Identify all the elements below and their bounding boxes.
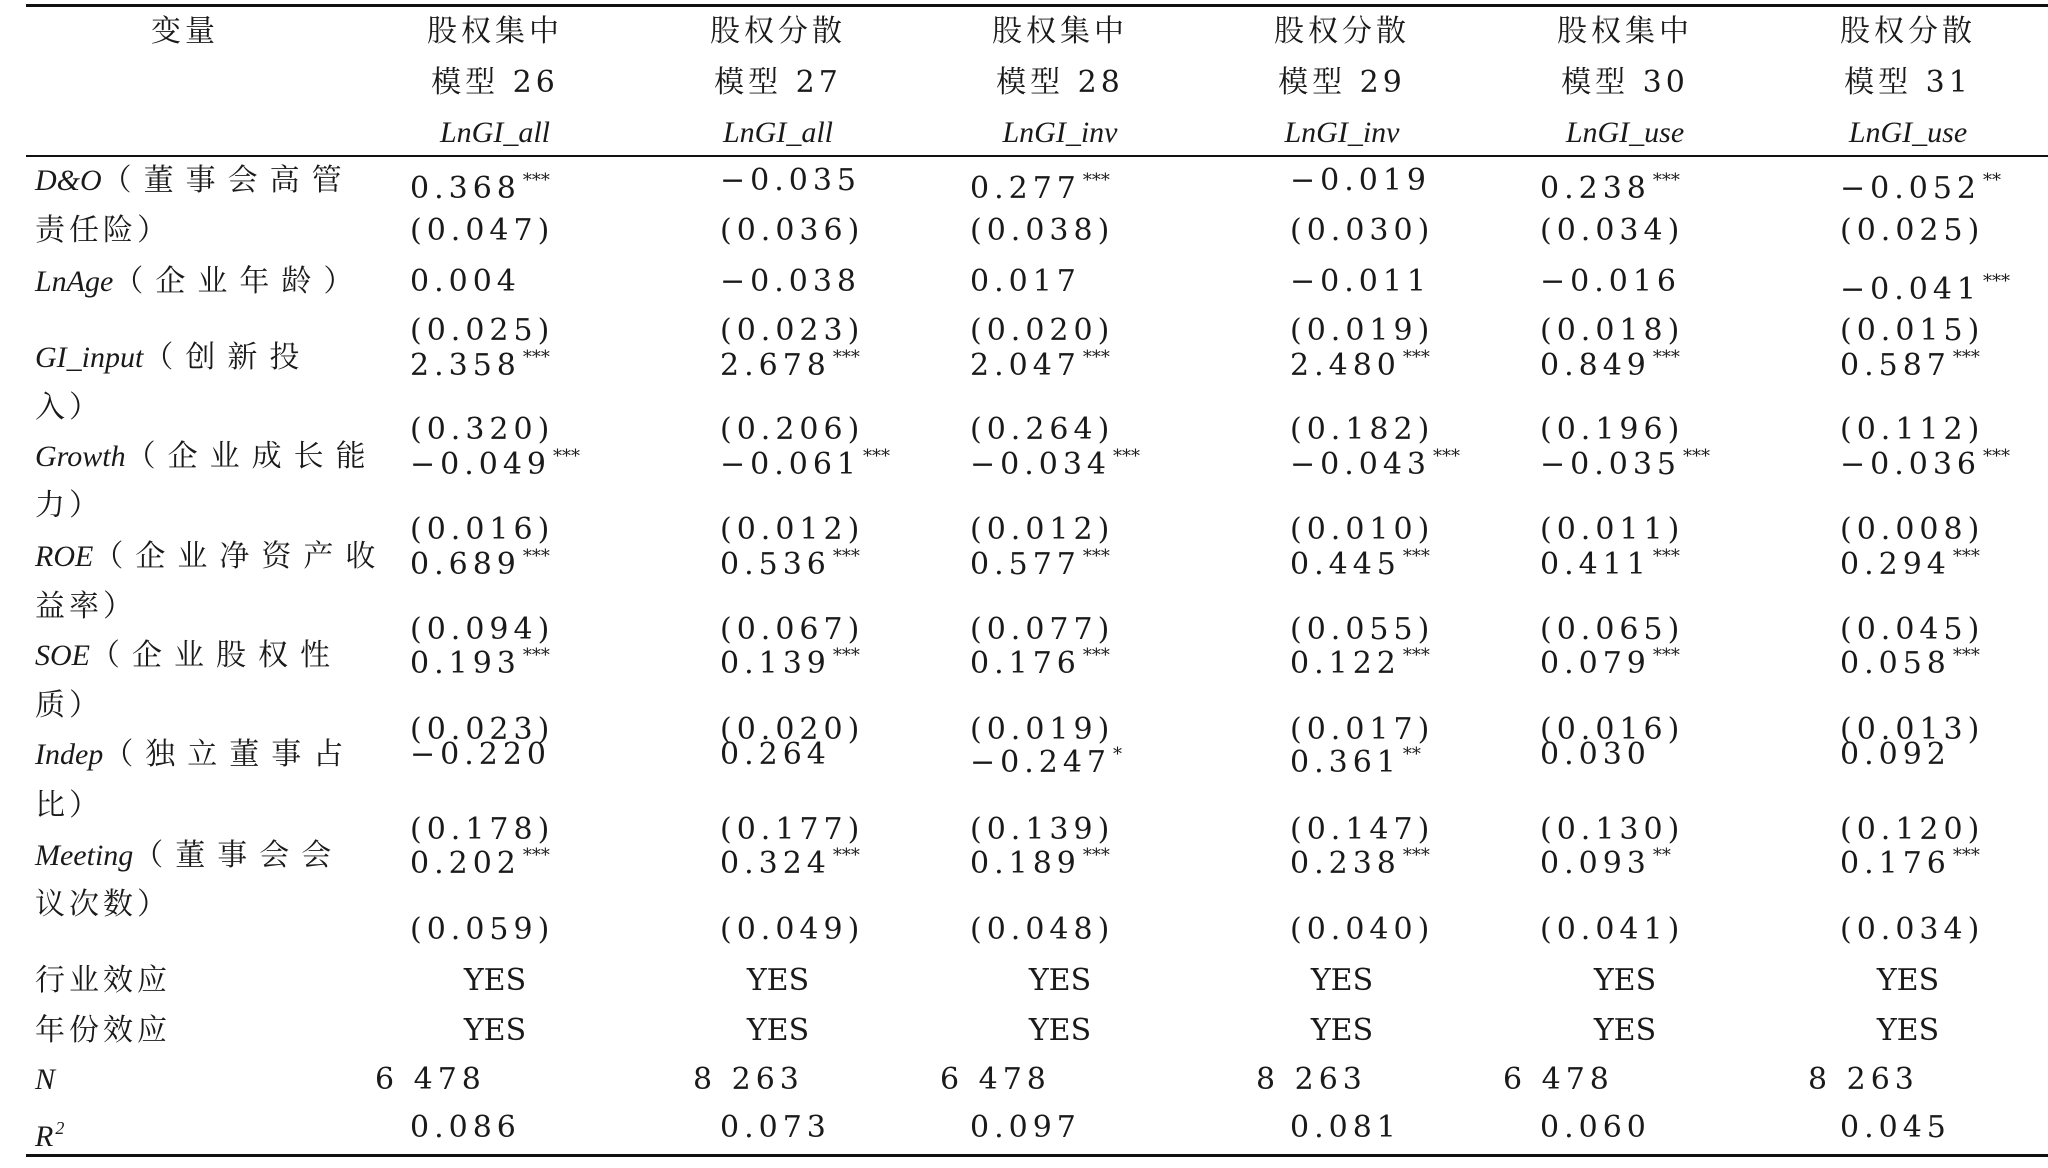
standard-error: (0.015) — [1840, 313, 1985, 348]
coefficient — [1290, 838, 1430, 882]
significance-stars: *** — [1082, 170, 1110, 191]
standard-error: (0.012) — [970, 512, 1115, 547]
coefficient-value: 0.368 — [410, 171, 521, 206]
coefficient-value: 0.689 — [410, 547, 521, 582]
row-label — [35, 638, 342, 674]
coefficient-value: 2.047 — [970, 348, 1081, 383]
header-dependent-variable: LnGI_use — [1565, 116, 1685, 149]
header-model: 模型 26 — [431, 65, 559, 100]
standard-error: (0.019) — [1290, 313, 1435, 348]
standard-error: (0.059) — [410, 912, 555, 947]
fixed-effect-label: 年份效应 — [35, 1013, 171, 1048]
standard-error: (0.010) — [1290, 512, 1435, 547]
variable-name: GI_input — [35, 341, 144, 374]
coefficient — [410, 163, 550, 207]
coefficient-value: −0.011 — [1290, 264, 1432, 299]
coefficient-value: 2.678 — [720, 348, 831, 383]
variable-name: Indep — [35, 738, 104, 771]
coefficient — [970, 439, 1140, 483]
header-group: 股权分散 — [1274, 14, 1410, 49]
row-label — [35, 340, 311, 376]
coefficient-value: −0.036 — [1840, 447, 1982, 482]
standard-error: (0.139) — [970, 812, 1115, 847]
coefficient — [720, 163, 861, 199]
significance-stars: *** — [863, 446, 891, 467]
standard-error: (0.013) — [1840, 712, 1985, 747]
coefficient — [720, 340, 860, 384]
variable-description: （独立董事占 — [103, 737, 356, 772]
significance-stars: *** — [1952, 546, 1980, 567]
standard-error: (0.065) — [1540, 612, 1685, 647]
n-value: 8 263 — [1808, 1062, 1919, 1097]
row-label-continued: 力） — [35, 488, 103, 523]
row-label — [35, 838, 343, 874]
standard-error: (0.177) — [720, 812, 865, 847]
coefficient-value: 0.030 — [1540, 737, 1651, 772]
n-value: 8 263 — [693, 1062, 804, 1097]
standard-error: (0.047) — [410, 213, 555, 248]
coefficient-value: 0.264 — [720, 737, 831, 772]
coefficient-value: −0.043 — [1290, 447, 1432, 482]
r-squared-value: 0.081 — [1290, 1110, 1401, 1145]
coefficient — [1840, 340, 1980, 384]
coefficient — [410, 638, 550, 682]
variable-name: ROE — [35, 540, 94, 573]
r-squared-value: 0.097 — [970, 1110, 1081, 1145]
coefficient — [1840, 264, 2010, 308]
coefficient — [1540, 340, 1680, 384]
standard-error: (0.147) — [1290, 812, 1435, 847]
row-label-continued: 议次数） — [35, 887, 171, 922]
standard-error: (0.016) — [1540, 712, 1685, 747]
r-squared-value: 0.073 — [720, 1110, 831, 1145]
standard-error: (0.045) — [1840, 612, 1985, 647]
significance-stars: ** — [1652, 845, 1671, 866]
fixed-effect-value: YES — [463, 1013, 527, 1048]
coefficient-value: 0.193 — [410, 646, 521, 681]
significance-stars: *** — [1652, 347, 1680, 368]
coefficient-value: 0.587 — [1840, 348, 1951, 383]
coefficient — [970, 163, 1110, 207]
coefficient — [970, 737, 1122, 781]
standard-error: (0.020) — [720, 712, 865, 747]
coefficient — [410, 539, 550, 583]
coefficient — [1290, 439, 1460, 483]
header-group: 股权集中 — [992, 14, 1128, 49]
significance-stars: *** — [1082, 546, 1110, 567]
fixed-effect-label: 行业效应 — [35, 963, 171, 998]
coefficient — [1540, 539, 1680, 583]
fixed-effect-value: YES — [463, 963, 527, 998]
coefficient-value: 0.238 — [1290, 846, 1401, 881]
fixed-effect-value: YES — [1028, 963, 1092, 998]
variable-name: Growth — [35, 440, 126, 473]
significance-stars: *** — [1952, 845, 1980, 866]
header-group: 股权集中 — [1557, 14, 1693, 49]
r-squared-value: 0.045 — [1840, 1110, 1951, 1145]
coefficient-value: −0.049 — [410, 447, 552, 482]
fixed-effect-value: YES — [1876, 963, 1940, 998]
coefficient — [410, 264, 521, 300]
coefficient-value: 0.445 — [1290, 547, 1401, 582]
coefficient — [1840, 737, 1951, 773]
standard-error: (0.040) — [1290, 912, 1435, 947]
coefficient — [410, 737, 551, 773]
n-value: 6 478 — [940, 1062, 1051, 1097]
coefficient-value: 0.017 — [970, 264, 1081, 299]
coefficient — [720, 539, 860, 583]
coefficient — [1290, 264, 1431, 300]
coefficient-value: 0.577 — [970, 547, 1081, 582]
coefficient-value: −0.247 — [970, 745, 1112, 780]
top-rule — [26, 4, 2048, 7]
header-group: 股权集中 — [427, 14, 563, 49]
significance-stars: *** — [1113, 446, 1141, 467]
standard-error: (0.023) — [410, 712, 555, 747]
significance-stars: *** — [1983, 271, 2011, 292]
significance-stars: *** — [1433, 446, 1461, 467]
row-label — [35, 737, 355, 773]
coefficient-value: −0.220 — [410, 737, 552, 772]
coefficient-value: 2.358 — [410, 348, 521, 383]
standard-error: (0.038) — [970, 213, 1115, 248]
standard-error: (0.036) — [720, 213, 865, 248]
coefficient — [1540, 264, 1681, 300]
r-squared-value: 0.086 — [410, 1110, 521, 1145]
n-value: 6 478 — [375, 1062, 486, 1097]
variable-description: （企业年龄） — [113, 264, 366, 299]
coefficient — [970, 838, 1110, 882]
significance-stars: *** — [1952, 645, 1980, 666]
row-label-continued: 质） — [35, 688, 103, 723]
row-label-continued: 益率） — [35, 589, 137, 624]
fixed-effect-value: YES — [746, 1013, 810, 1048]
standard-error: (0.094) — [410, 612, 555, 647]
standard-error: (0.023) — [720, 313, 865, 348]
r-squared-label — [35, 1110, 64, 1155]
coefficient-value: 0.058 — [1840, 646, 1951, 681]
significance-stars: *** — [553, 446, 581, 467]
coefficient — [970, 638, 1110, 682]
variable-name: D&O — [35, 164, 102, 197]
coefficient — [1290, 163, 1431, 199]
header-rule — [26, 155, 2048, 157]
standard-error: (0.041) — [1540, 912, 1685, 947]
significance-stars: *** — [522, 170, 550, 191]
variable-name: Meeting — [35, 839, 134, 872]
significance-stars: *** — [522, 347, 550, 368]
header-variable: 变量 — [151, 14, 219, 49]
coefficient-value: 0.294 — [1840, 547, 1951, 582]
coefficient — [1290, 737, 1421, 781]
header-dependent-variable: LnGI_all — [722, 116, 834, 149]
header-model: 模型 30 — [1561, 65, 1689, 100]
fixed-effect-value: YES — [746, 963, 810, 998]
r-squared-value: 0.060 — [1540, 1110, 1651, 1145]
significance-stars: *** — [1952, 347, 1980, 368]
variable-description: （企业净资产收 — [93, 539, 388, 574]
coefficient-value: −0.038 — [720, 264, 862, 299]
standard-error: (0.178) — [410, 812, 555, 847]
coefficient-value: 0.176 — [1840, 846, 1951, 881]
coefficient-value: −0.034 — [970, 447, 1112, 482]
coefficient-value: 0.536 — [720, 547, 831, 582]
standard-error: (0.034) — [1840, 912, 1985, 947]
standard-error: (0.182) — [1290, 412, 1435, 447]
standard-error: (0.067) — [720, 612, 865, 647]
significance-stars: ** — [1402, 744, 1421, 765]
significance-stars: *** — [1082, 845, 1110, 866]
standard-error: (0.048) — [970, 912, 1115, 947]
standard-error: (0.011) — [1540, 512, 1685, 547]
row-label-continued: 责任险） — [35, 213, 171, 248]
coefficient — [1540, 737, 1651, 773]
standard-error: (0.055) — [1290, 612, 1435, 647]
significance-stars: *** — [1082, 347, 1110, 368]
fixed-effect-value: YES — [1593, 963, 1657, 998]
significance-stars: ** — [1983, 170, 2002, 191]
coefficient — [1840, 163, 2001, 207]
coefficient-value: 0.277 — [970, 171, 1081, 206]
significance-stars: *** — [1652, 546, 1680, 567]
variable-name: SOE — [35, 639, 90, 672]
coefficient — [970, 264, 1081, 300]
coefficient-value: 0.139 — [720, 646, 831, 681]
standard-error: (0.008) — [1840, 512, 1985, 547]
coefficient — [720, 737, 831, 773]
standard-error: (0.030) — [1290, 213, 1435, 248]
coefficient — [410, 439, 580, 483]
significance-stars: *** — [832, 347, 860, 368]
standard-error: (0.020) — [970, 313, 1115, 348]
header-group: 股权分散 — [710, 14, 846, 49]
coefficient-value: 0.411 — [1540, 547, 1651, 582]
header-dependent-variable: LnGI_all — [439, 116, 551, 149]
variable-description: （董事会高管 — [101, 163, 354, 198]
coefficient — [1290, 638, 1430, 682]
header-model: 模型 27 — [714, 65, 842, 100]
coefficient — [1840, 838, 1980, 882]
variable-name: LnAge — [35, 265, 114, 298]
fixed-effect-value: YES — [1593, 1013, 1657, 1048]
row-label — [35, 264, 365, 300]
coefficient — [720, 439, 890, 483]
significance-stars: *** — [1402, 645, 1430, 666]
fixed-effect-value: YES — [1028, 1013, 1092, 1048]
significance-stars: *** — [522, 845, 550, 866]
significance-stars: *** — [1402, 347, 1430, 368]
fixed-effect-value: YES — [1876, 1013, 1940, 1048]
n-value: 8 263 — [1256, 1062, 1367, 1097]
coefficient-value: −0.019 — [1290, 163, 1432, 198]
header-dependent-variable: LnGI_use — [1848, 116, 1968, 149]
row-label — [35, 163, 354, 199]
coefficient — [1540, 638, 1680, 682]
coefficient-value: 0.324 — [720, 846, 831, 881]
coefficient — [410, 340, 550, 384]
coefficient-value: −0.061 — [720, 447, 862, 482]
n-value: 6 478 — [1503, 1062, 1614, 1097]
coefficient — [1540, 439, 1710, 483]
row-label-continued: 比） — [35, 788, 103, 823]
significance-stars: *** — [1652, 645, 1680, 666]
coefficient-value: −0.041 — [1840, 272, 1982, 307]
r-label: R — [35, 1120, 54, 1153]
significance-stars: *** — [1983, 446, 2011, 467]
standard-error: (0.112) — [1840, 412, 1985, 447]
coefficient — [970, 340, 1110, 384]
significance-stars: *** — [522, 645, 550, 666]
coefficient — [1840, 439, 2010, 483]
coefficient-value: 0.238 — [1540, 171, 1651, 206]
coefficient-value: −0.052 — [1840, 171, 1982, 206]
coefficient — [970, 539, 1110, 583]
significance-stars: *** — [1082, 645, 1110, 666]
standard-error: (0.320) — [410, 412, 555, 447]
standard-error: (0.206) — [720, 412, 865, 447]
coefficient-value: 0.176 — [970, 646, 1081, 681]
significance-stars: *** — [1683, 446, 1711, 467]
coefficient-value: 0.361 — [1290, 745, 1401, 780]
coefficient-value: 0.849 — [1540, 348, 1651, 383]
coefficient — [1840, 539, 1980, 583]
fixed-effect-value: YES — [1310, 963, 1374, 998]
row-label-continued: 入） — [35, 390, 103, 425]
significance-stars: *** — [1402, 546, 1430, 567]
variable-description: （创新投 — [143, 340, 312, 375]
bottom-rule — [26, 1154, 2048, 1157]
coefficient-value: −0.035 — [720, 163, 862, 198]
header-model: 模型 31 — [1844, 65, 1972, 100]
coefficient — [720, 264, 861, 300]
coefficient — [410, 838, 550, 882]
coefficient — [720, 838, 860, 882]
header-dependent-variable: LnGI_inv — [1002, 116, 1118, 149]
coefficient-value: 0.189 — [970, 846, 1081, 881]
standard-error: (0.016) — [410, 512, 555, 547]
standard-error: (0.034) — [1540, 213, 1685, 248]
standard-error: (0.019) — [970, 712, 1115, 747]
row-label — [35, 439, 378, 475]
standard-error: (0.049) — [720, 912, 865, 947]
coefficient-value: 0.202 — [410, 846, 521, 881]
row-label — [35, 539, 387, 575]
significance-stars: * — [1113, 744, 1123, 765]
coefficient — [1290, 539, 1430, 583]
standard-error: (0.025) — [1840, 213, 1985, 248]
r-label-sup: 2 — [55, 1118, 65, 1138]
standard-error: (0.130) — [1540, 812, 1685, 847]
fixed-effect-value: YES — [1310, 1013, 1374, 1048]
header-dependent-variable: LnGI_inv — [1284, 116, 1400, 149]
coefficient-value: 0.093 — [1540, 846, 1651, 881]
coefficient-value: 0.004 — [410, 264, 521, 299]
standard-error: (0.120) — [1840, 812, 1985, 847]
coefficient-value: 0.079 — [1540, 646, 1651, 681]
significance-stars: *** — [1652, 170, 1680, 191]
coefficient — [720, 638, 860, 682]
header-model: 模型 29 — [1278, 65, 1406, 100]
n-label: N — [35, 1063, 56, 1096]
variable-description: （董事会会 — [133, 838, 344, 873]
significance-stars: *** — [832, 645, 860, 666]
coefficient-value: −0.035 — [1540, 447, 1682, 482]
significance-stars: *** — [1402, 845, 1430, 866]
significance-stars: *** — [832, 546, 860, 567]
coefficient — [1290, 340, 1430, 384]
standard-error: (0.017) — [1290, 712, 1435, 747]
significance-stars: *** — [522, 546, 550, 567]
standard-error: (0.018) — [1540, 313, 1685, 348]
variable-description: （企业股权性 — [90, 638, 342, 673]
variable-description: （企业成长能 — [125, 439, 378, 474]
coefficient-value: −0.016 — [1540, 264, 1682, 299]
standard-error: (0.012) — [720, 512, 865, 547]
coefficient — [1540, 838, 1671, 882]
standard-error: (0.077) — [970, 612, 1115, 647]
coefficient-value: 2.480 — [1290, 348, 1401, 383]
header-model: 模型 28 — [996, 65, 1124, 100]
coefficient-value: 0.092 — [1840, 737, 1951, 772]
header-group: 股权分散 — [1840, 14, 1976, 49]
coefficient — [1840, 638, 1980, 682]
standard-error: (0.196) — [1540, 412, 1685, 447]
standard-error: (0.264) — [970, 412, 1115, 447]
coefficient-value: 0.122 — [1290, 646, 1401, 681]
significance-stars: *** — [832, 845, 860, 866]
coefficient — [1540, 163, 1680, 207]
standard-error: (0.025) — [410, 313, 555, 348]
